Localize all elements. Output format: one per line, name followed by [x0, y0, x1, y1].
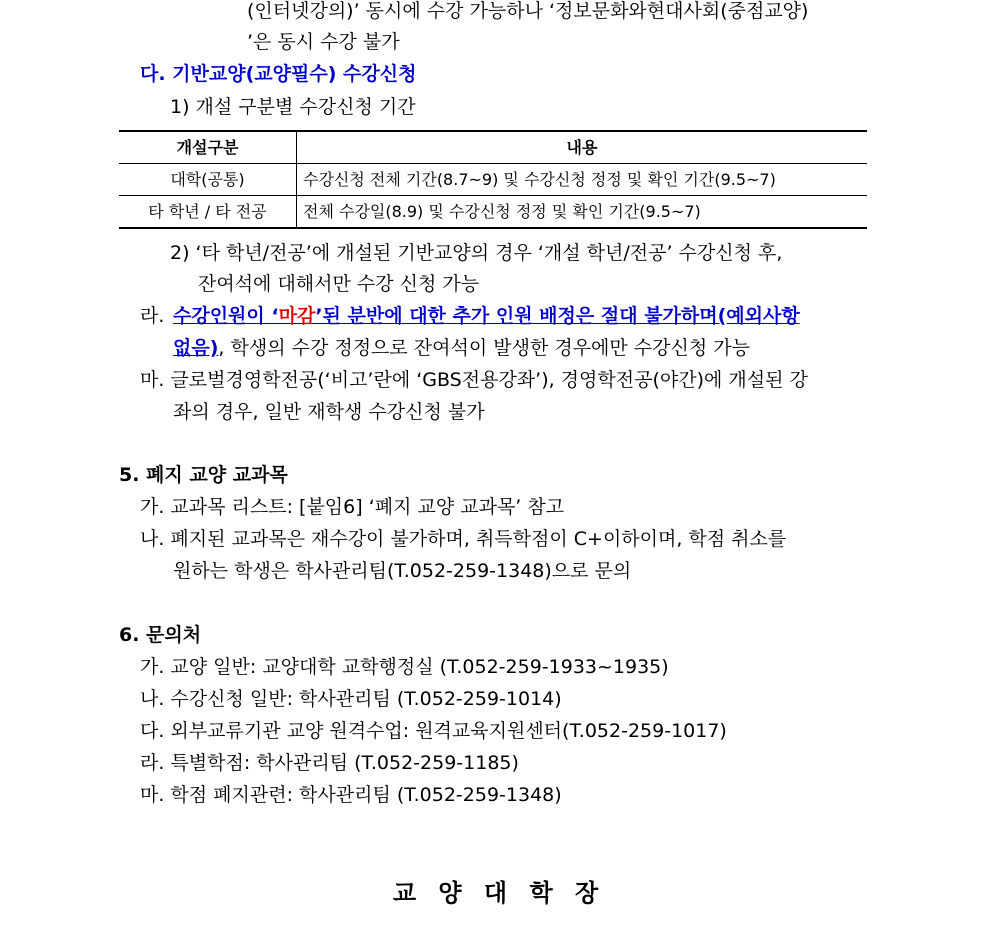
table-header-category: 개설구분 — [119, 131, 297, 164]
section-5-heading: 5. 폐지 교양 교과목 — [119, 464, 288, 486]
emphasis-text-a: 수강인원이 ‘ — [173, 305, 279, 327]
line-text: 2) ‘타 학년/전공’에 개설된 기반교양의 경우 ‘개설 학년/전공’ 수강신청 후, — [170, 242, 783, 264]
contact-item: 라. 특별학점: 학사관리팀 (T.052-259-1185) — [140, 752, 519, 774]
issuer-signature: 교 양 대 학 장 — [392, 879, 599, 907]
registration-period-table — [119, 130, 867, 229]
section-ma-line-1: 마. 글로벌경영학전공(‘비고’란에 ‘GBS전용강좌’), 경영학전공(야간)에 개설된 강 — [140, 369, 808, 391]
table-cell-category: 타 학년 / 타 전공 — [119, 196, 297, 229]
section-5-item-na-line-1: 나. 폐지된 교과목은 재수강이 불가하며, 취득학점이 C+이하이며, 학점 취소를 — [140, 528, 787, 550]
contact-item: 나. 수강신청 일반: 학사관리팀 (T.052-259-1014) — [140, 688, 562, 710]
table-header-row — [119, 131, 867, 164]
table-cell-content: 전체 수강일(8.9) 및 수강신청 정정 및 확인 기간(9.5~7) — [297, 196, 868, 229]
table-cell-category: 대학(공통) — [119, 164, 297, 196]
section-da-subitem-2-line-1 — [170, 241, 873, 265]
section-6-heading: 6. 문의처 — [119, 624, 202, 646]
section-da-subitem-1: 1) 개설 구분별 수강신청 기간 — [170, 96, 416, 118]
emphasis-text-b: ’된 분반에 대한 추가 인원 배정은 절대 불가하며(예외사항 — [315, 305, 800, 327]
section-5-item-na-line-2: 원하는 학생은 학사관리팀(T.052-259-1348)으로 문의 — [173, 560, 632, 582]
contact-item: 가. 교양 일반: 교양대학 교학행정실 (T.052-259-1933~1935) — [140, 656, 669, 678]
line-text: (인터넷강의)’ 동시에 수강 가능하나 ‘정보문화와현대사회(중점교양) — [247, 0, 809, 22]
emphasis-no-exception: 없음) — [173, 337, 219, 359]
table-cell-content: 수강신청 전체 기간(8.7~9) 및 수강신청 정정 및 확인 기간(9.5~7) — [297, 164, 868, 196]
table-row — [119, 196, 867, 229]
section-ra-line-2 — [173, 336, 750, 360]
section-da-subitem-2-line-2: 잔여석에 대해서만 수강 신청 가능 — [198, 273, 480, 295]
table-header-content: 내용 — [297, 131, 868, 164]
section-ra-marker: 라. — [140, 305, 165, 327]
table-row — [119, 164, 867, 196]
continuation-line-1 — [247, 0, 873, 23]
section-ra-emphasis-line-1 — [173, 304, 800, 328]
contact-item: 마. 학점 폐지관련: 학사관리팀 (T.052-259-1348) — [140, 784, 562, 806]
section-ma-line-2: 좌의 경우, 일반 재학생 수강신청 불가 — [173, 401, 485, 423]
section-da-heading: 다. 기반교양(교양필수) 수강신청 — [140, 63, 417, 85]
line-rest-text: , 학생의 수강 정정으로 잔여석이 발생한 경우에만 수강신청 가능 — [218, 337, 750, 359]
contact-item: 다. 외부교류기관 교양 원격수업: 원격교육지원센터(T.052-259-1017) — [140, 720, 727, 742]
section-5-item-ga: 가. 교과목 리스트: [붙임6] ‘폐지 교양 교과목’ 참고 — [140, 496, 565, 518]
continuation-line-2: ’은 동시 수강 불가 — [247, 31, 400, 53]
deadline-word: 마감 — [278, 305, 316, 327]
